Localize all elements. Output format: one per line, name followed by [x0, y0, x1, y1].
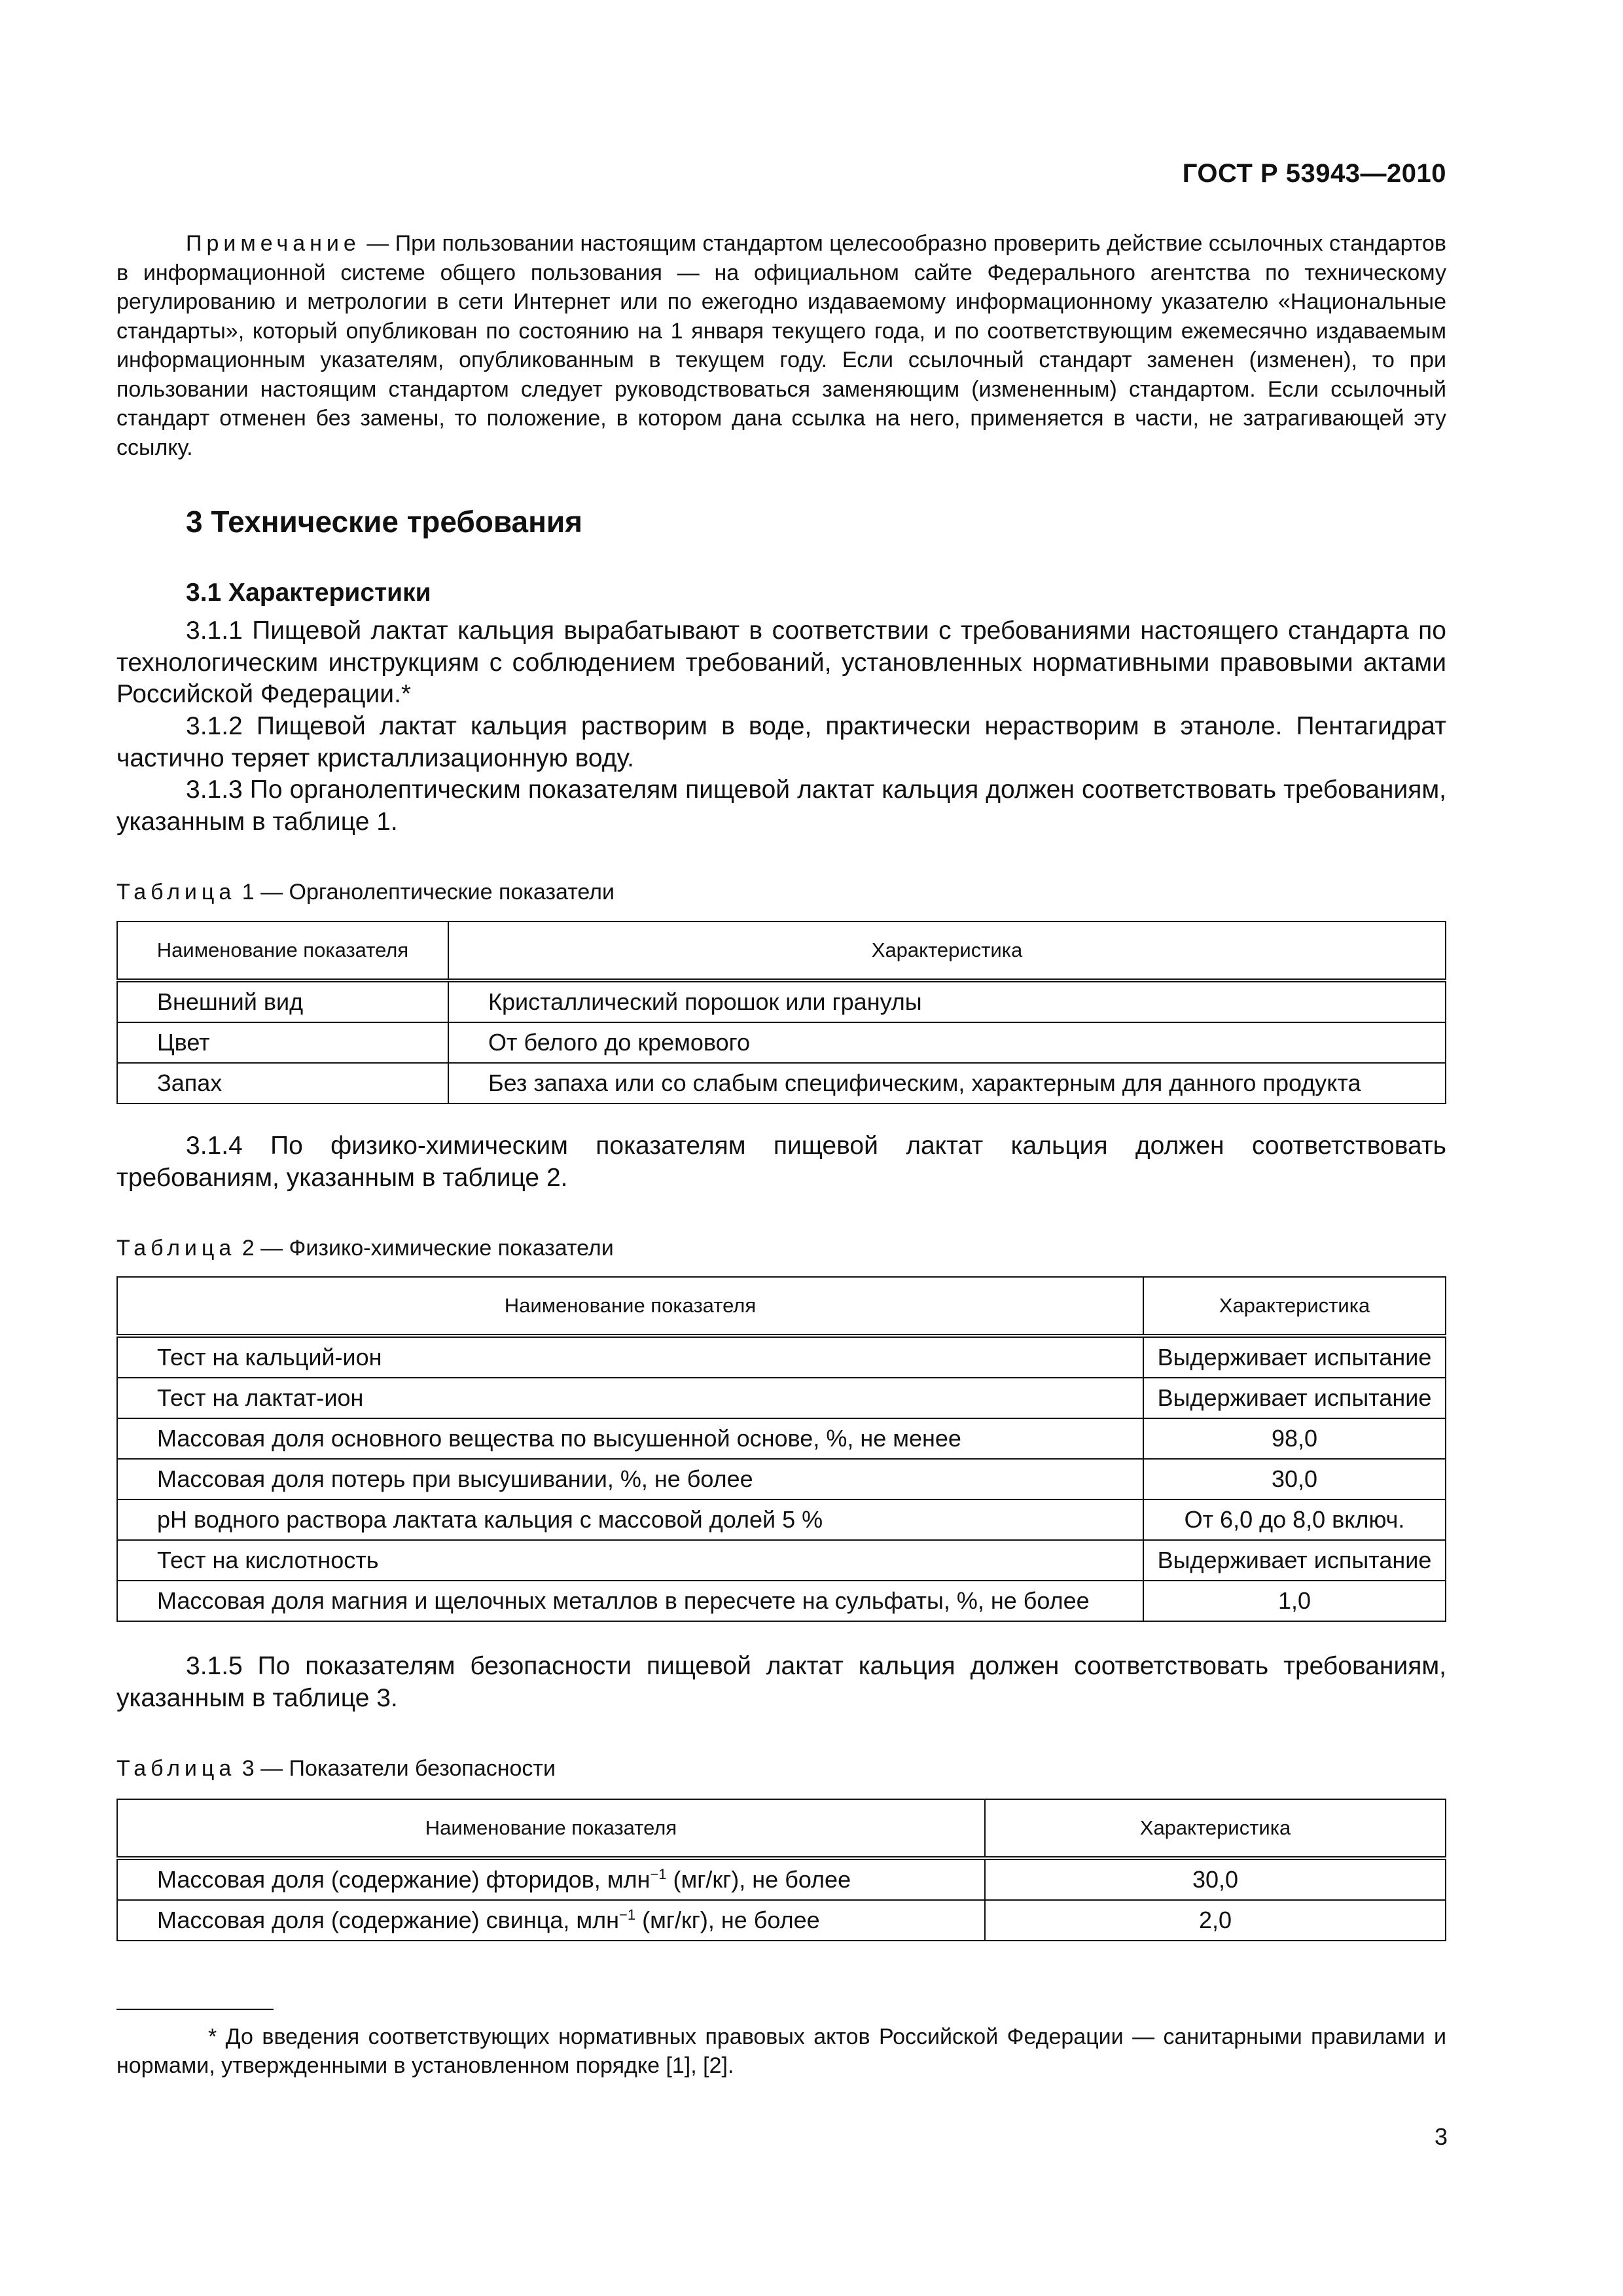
table-cell: Выдерживает испытание	[1143, 1540, 1446, 1581]
footnote-divider	[116, 2009, 274, 2010]
paragraph-3-1-2: 3.1.2 Пищевой лактат кальция растворим в воде, практически нерастворим в этаноле. Пентагидрат частично теряет кристаллизационную воду.	[116, 712, 1446, 772]
footnote: * До введения соответствующих нормативных правовых актов Российской Федерации — санитарными правилами и нормами, утвержденными в установленном порядке [1], [2].	[116, 2024, 1446, 2078]
table-header-row	[117, 1277, 1446, 1336]
table-row	[117, 1581, 1446, 1621]
table-cell: Без запаха или со слабым специфическим, характерным для данного продукта	[448, 1063, 1446, 1103]
table-cell: Выдерживает испытание	[1143, 1378, 1446, 1418]
table-row	[117, 1900, 1446, 1941]
table-cell	[117, 1858, 985, 1900]
table-cell: 1,0	[1143, 1581, 1446, 1621]
table-header-cell: Характеристика	[1143, 1277, 1446, 1336]
table-cell: 2,0	[985, 1900, 1446, 1941]
table-row	[117, 1499, 1446, 1540]
table-header-cell: Характеристика	[985, 1799, 1446, 1858]
section-title: 3 Технические требования	[186, 505, 582, 539]
paragraph-3-1-4: 3.1.4 По физико-химическим показателям пищевой лактат кальция должен соответствовать требованиям, указанным в таблице 2.	[116, 1132, 1446, 1192]
table-cell: 30,0	[1143, 1459, 1446, 1499]
table2-label: Таблица	[116, 1236, 236, 1261]
table-cell: 98,0	[1143, 1418, 1446, 1459]
table-row	[117, 1858, 1446, 1900]
table2-caption-text: 2 — Физико-химические показатели	[236, 1236, 614, 1261]
table1-label: Таблица	[116, 880, 236, 905]
table-header-cell: Характеристика	[448, 922, 1446, 980]
table-cell: Цвет	[117, 1022, 448, 1063]
table-header-row	[117, 922, 1446, 980]
table3-label: Таблица	[116, 1756, 236, 1781]
row-superscript: −1	[650, 1866, 667, 1882]
row-superscript: −1	[619, 1907, 636, 1923]
table-cell: Массовая доля магния и щелочных металлов в пересчете на сульфаты, %, не более	[117, 1581, 1143, 1621]
paragraph-3-1-1: 3.1.1 Пищевой лактат кальция вырабатывают в соответствии с требованиями настоящего стандарта по технологическим инструкциям с соблюдением требований, установленных нормативными правовыми актами Российской Федерации.*	[116, 617, 1446, 708]
table-cell: Выдерживает испытание	[1143, 1336, 1446, 1378]
table-header-cell: Наименование показателя	[117, 1799, 985, 1858]
table3-caption-text: 3 — Показатели безопасности	[236, 1756, 556, 1781]
table-row	[117, 1336, 1446, 1378]
table-cell	[117, 1900, 985, 1941]
note-paragraph	[116, 229, 1446, 462]
document-code: ГОСТ Р 53943—2010	[1182, 159, 1446, 188]
paragraph-3-1-5: 3.1.5 По показателям безопасности пищевой лактат кальция должен соответствовать требованиям, указанным в таблице 3.	[116, 1652, 1446, 1712]
table-cell: От белого до кремового	[448, 1022, 1446, 1063]
table3-caption	[116, 1756, 556, 1782]
table-row	[117, 980, 1446, 1022]
table-row	[117, 1022, 1446, 1063]
row-text: Массовая доля (содержание) свинца, млн	[157, 1907, 619, 1933]
table-cell: Внешний вид	[117, 980, 448, 1022]
table1	[116, 921, 1446, 1104]
table-cell: Тест на кислотность	[117, 1540, 1143, 1581]
table-cell: Запах	[117, 1063, 448, 1103]
table-cell: Тест на кальций-ион	[117, 1336, 1143, 1378]
table-cell: От 6,0 до 8,0 включ.	[1143, 1499, 1446, 1540]
row-text: Массовая доля (содержание) фторидов, млн	[157, 1866, 651, 1893]
table-cell: 30,0	[985, 1858, 1446, 1900]
table1-caption-text: 1 — Органолептические показатели	[236, 880, 615, 905]
note-text: — При пользовании настоящим стандартом целесообразно проверить действие ссылочных стандартов в информационной системе общего пользования — на официальном сайте Федерального агентства по техническому регулированию и метрологии в сети Интернет или по ежегодно издаваемому информационному указателю «Национальные стандарты», который опубликован по состоянию на 1 января текущего года, и по соответствующим ежемесячно издаваемым информационным указателям, опубликованным в текущем году. Если ссылочный стандарт заменен (изменен), то при пользовании настоящим стандартом следует руководствоваться заменяющим (измененным) стандартом. Если ссылочный стандарт отменен без замены, то положение, в котором дана ссылка на него, применяется в части, не затрагивающей эту ссылку.	[116, 231, 1446, 460]
row-text: (мг/кг), не более	[635, 1907, 820, 1933]
table-row	[117, 1540, 1446, 1581]
table-row	[117, 1418, 1446, 1459]
table-cell: Массовая доля основного вещества по высушенной основе, %, не менее	[117, 1418, 1143, 1459]
table-row	[117, 1378, 1446, 1418]
table2	[116, 1276, 1446, 1622]
table-header-cell: Наименование показателя	[117, 922, 448, 980]
table-cell: Кристаллический порошок или гранулы	[448, 980, 1446, 1022]
table3	[116, 1799, 1446, 1941]
table-cell: Тест на лактат-ион	[117, 1378, 1143, 1418]
paragraph-3-1-3: 3.1.3 По органолептическим показателям пищевой лактат кальция должен соответствовать требованиям, указанным в таблице 1.	[116, 776, 1446, 836]
table1-caption	[116, 880, 615, 905]
page-number: 3	[1434, 2123, 1448, 2150]
note-label: Примечание	[186, 231, 361, 256]
subsection-title: 3.1 Характеристики	[186, 579, 431, 607]
table-row	[117, 1459, 1446, 1499]
table2-caption	[116, 1236, 614, 1261]
table-cell: pH водного раствора лактата кальция с массовой долей 5 %	[117, 1499, 1143, 1540]
row-text: (мг/кг), не более	[666, 1866, 851, 1893]
table-cell: Массовая доля потерь при высушивании, %, не более	[117, 1459, 1143, 1499]
table-row	[117, 1063, 1446, 1103]
table-header-cell: Наименование показателя	[117, 1277, 1143, 1336]
table-header-row	[117, 1799, 1446, 1858]
